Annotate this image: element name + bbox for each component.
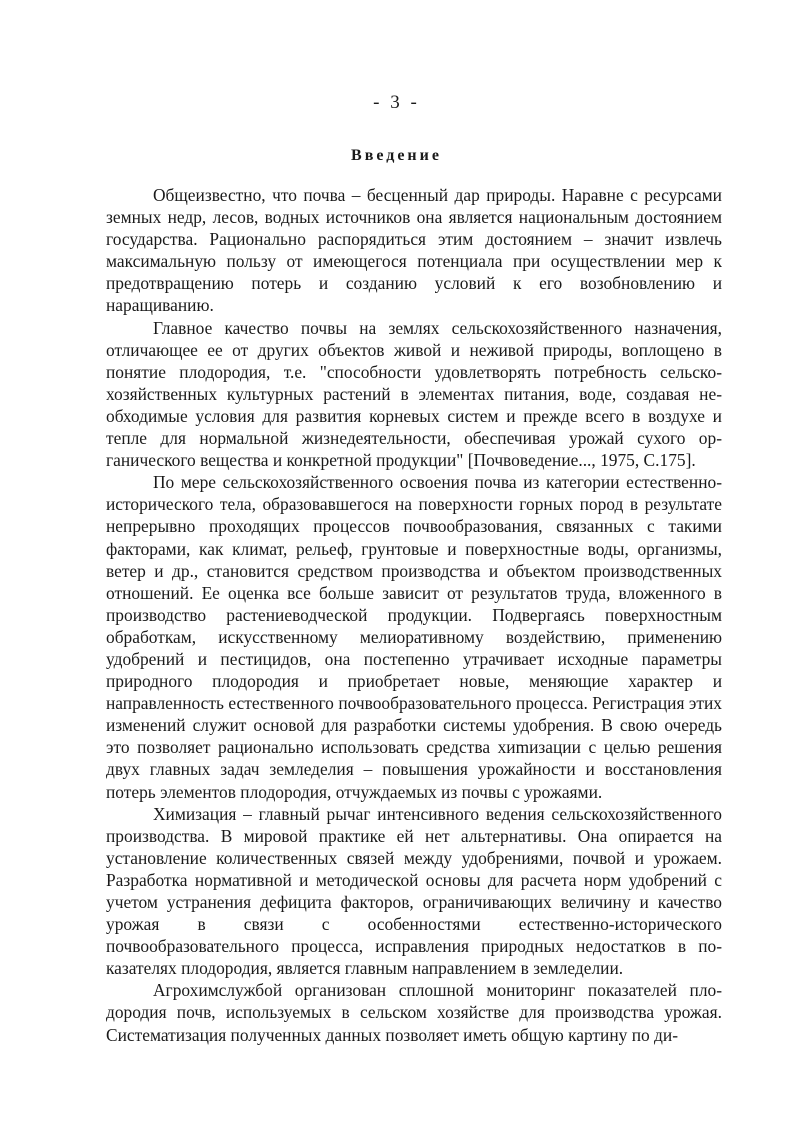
section-heading: Введение <box>351 147 442 164</box>
paragraph: Агрохимслужбой организован сплошной мониторинг показателей плодородия почв, используемых в сельском хозяйстве для производства урожая. Систематизация полученных данных позволяет иметь общую картину по ди- <box>106 980 722 1045</box>
paragraph: Общеизвестно, что почва – бесценный дар природы. Наравне с ресурсами земных недр, лесов, водных источников она является национальным достоянием государства. Рационально распорядиться этим достоянием – значит извлечь максимальную пользу от имеющегося потенциала при осуществлении мер к предотвращению потерь и созданию условий к его возобновлению и наращиванию. <box>106 185 722 316</box>
paragraph: Химизация – главный рычаг интенсивного ведения сельскохозяйственного производства. В мировой практике ей нет альтернативы. Она опирается на установление количественных связей между удобрениями, почвой и урожаем. Разработка нормативной и методической основы для расчета норм удобрений с учетом устранения дефицита факторов, ограничивающих величину и качество урожая в связи с особенностями естественно-исторического почвообразовательного процесса, исправления природных недостатков в показателях плодородия, является главным направлением в земледелии. <box>106 803 722 979</box>
page-number: - 3 - <box>373 92 420 113</box>
paragraph: По мере сельскохозяйственного освоения почва из категории естественно-исторического тела, образовавшегося на поверхности горных пород в результате непрерывно проходящих процессов почвообразования, связанных с такими факторами, как климат, рельеф, грунтовые и поверхностные воды, организмы, ветер и др., становится средством производства и объектом производственных отношений. Ее оценка все больше зависит от результатов труда, вложенного в производство растениеводческой продукции. Подвергаясь поверхностным обработкам, искусственному мелиоративному воздействию, применению удобрений и пестицидов, она постепенно утрачивает исходные параметры природного плодородия и приобретает новые, меняющие характер и направленность естественного почвообразовательного процесса. Регистрация этих изменений служит основой для разработки системы удобрения. В свою очередь это позволяет рационально использовать средства хиmизации с целью решения двух главных задач земледелия – повышения урожайности и восстановления потерь элементов плодородия, отчуждаемых из почвы с урожаями. <box>106 472 722 802</box>
paragraph: Главное качество почвы на землях сельскохозяйственного назначения, отличающее ее от других объектов живой и неживой природы, воплощено в понятие плодородия, т.е. "способности удовлетворять потребность сельскохозяйственных культурных растений в элементах питания, воде, создавая необходимые условия для развития корневых систем и прежде всего в воздухе и тепле для нормальной жизнедеятельности, обеспечивая урожай сухого органического вещества и конкретной продукции" [Почвоведение..., 1975, С.175]. <box>106 317 722 471</box>
body-text <box>106 184 722 1046</box>
